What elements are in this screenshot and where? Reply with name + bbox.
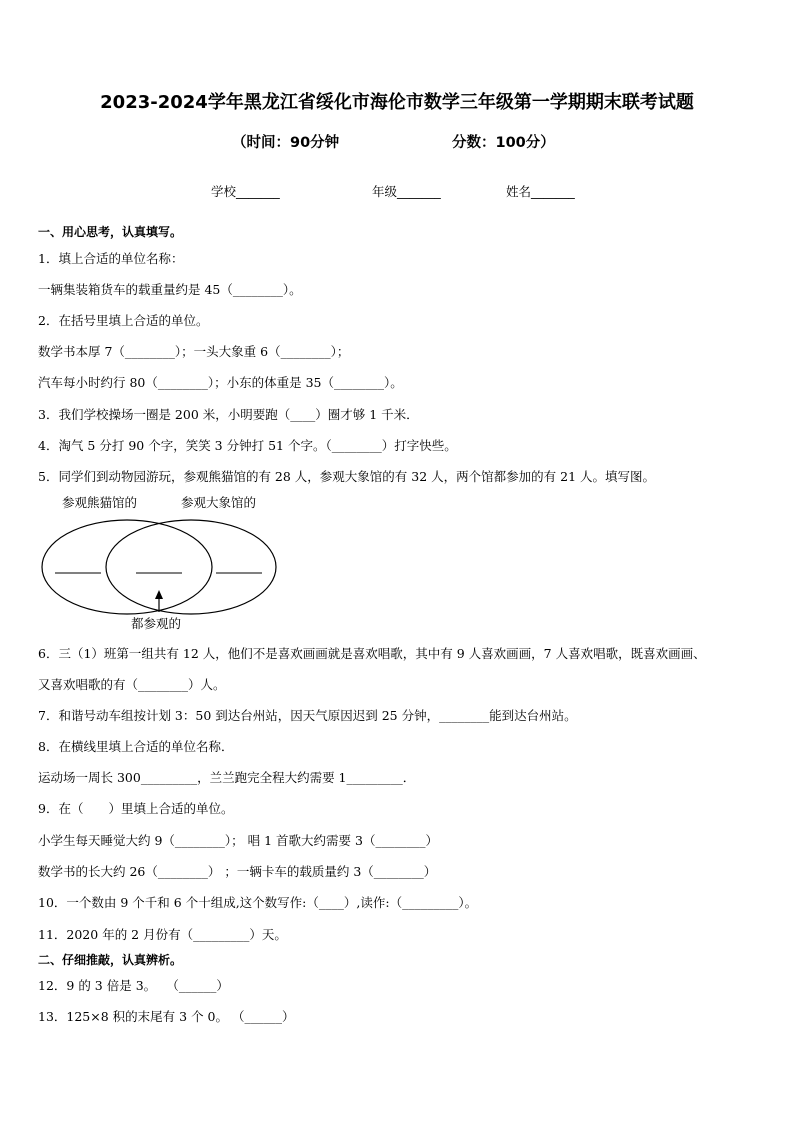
exam-score: 分数：100分） — [452, 135, 555, 151]
question-6b: 又喜欢唱歌的有（________）人。 — [38, 677, 226, 692]
name-field: 姓名_______ — [506, 184, 575, 199]
question-9b: 数学书的长大约 26（________） ；一辆卡车的载质量约 3（________） — [38, 864, 437, 879]
question-2a: 数学书本厚 7（________）；一头大象重 6（________）； — [38, 344, 350, 359]
school-field: 学校_______ — [211, 184, 280, 199]
question-11: 11．2020 年的 2 月份有（_________）天。 — [38, 927, 287, 942]
question-9: 9．在（ ）里填上合适的单位。 — [38, 801, 234, 816]
question-13: 13．125×8 积的末尾有 3 个 0。 （______） — [38, 1009, 295, 1024]
question-7: 7．和谐号动车组按计划 3：50 到达台州站，因天气原因迟到 25 分钟，________能到达台州站。 — [38, 708, 577, 723]
venn-left-ellipse — [42, 520, 212, 614]
question-4: 4．淘气 5 分打 90 个字，笑笑 3 分钟打 51 个字。（________）打字快些。 — [38, 438, 457, 453]
venn-arrow-head — [155, 590, 163, 599]
page-title: 2023-2024学年黑龙江省绥化市海伦市数学三年级第一学期期末联考试题 — [100, 92, 694, 113]
question-3: 3．我们学校操场一圈是 200 米，小明要跑（____）圈才够 1 千米． — [38, 407, 419, 422]
question-2b: 汽车每小时约行 80（________）；小东的体重是 35（________）。 — [38, 375, 403, 390]
question-12: 12．9 的 3 倍是 3。 （______） — [38, 978, 229, 993]
question-10: 10．一个数由 9 个千和 6 个十组成,这个数写作:（____）,读作:（_________）。 — [38, 895, 478, 910]
venn-both-label: 都参观的 — [131, 616, 182, 631]
grade-field: 年级_______ — [372, 184, 441, 199]
exam-time: （时间：90分钟 — [232, 135, 340, 151]
question-8: 8．在横线里填上合适的单位名称． — [38, 739, 234, 754]
question-6a: 6．三（1）班第一组共有 12 人，他们不是喜欢画画就是喜欢唱歌，其中有 9 人喜欢画画，7 人喜欢唱歌，既喜欢画画、 — [38, 646, 706, 661]
question-1: 1．填上合适的单位名称： — [38, 251, 184, 266]
question-5: 5．同学们到动物园游玩，参观熊猫馆的有 28 人，参观大象馆的有 32 人，两个馆都参加的有 21 人。填写图。 — [38, 469, 656, 484]
question-1a: 一辆集装箱货车的载重量约是 45（________）。 — [38, 282, 302, 297]
venn-right-label: 参观大象馆的 — [181, 495, 257, 510]
venn-left-label: 参观熊猫馆的 — [62, 495, 138, 510]
section1-heading: 一、用心思考，认真填写。 — [38, 225, 183, 239]
question-8a: 运动场一周长 300_________，兰兰跑完全程大约需要 1_________． — [38, 770, 416, 785]
question-2: 2．在括号里填上合适的单位。 — [38, 313, 209, 328]
question-9a: 小学生每天睡觉大约 9（________）； 唱 1 首歌大约需要 3（________） — [38, 833, 438, 848]
section2-heading: 二、仔细推敲，认真辨析。 — [38, 953, 183, 967]
venn-right-ellipse — [106, 520, 276, 614]
